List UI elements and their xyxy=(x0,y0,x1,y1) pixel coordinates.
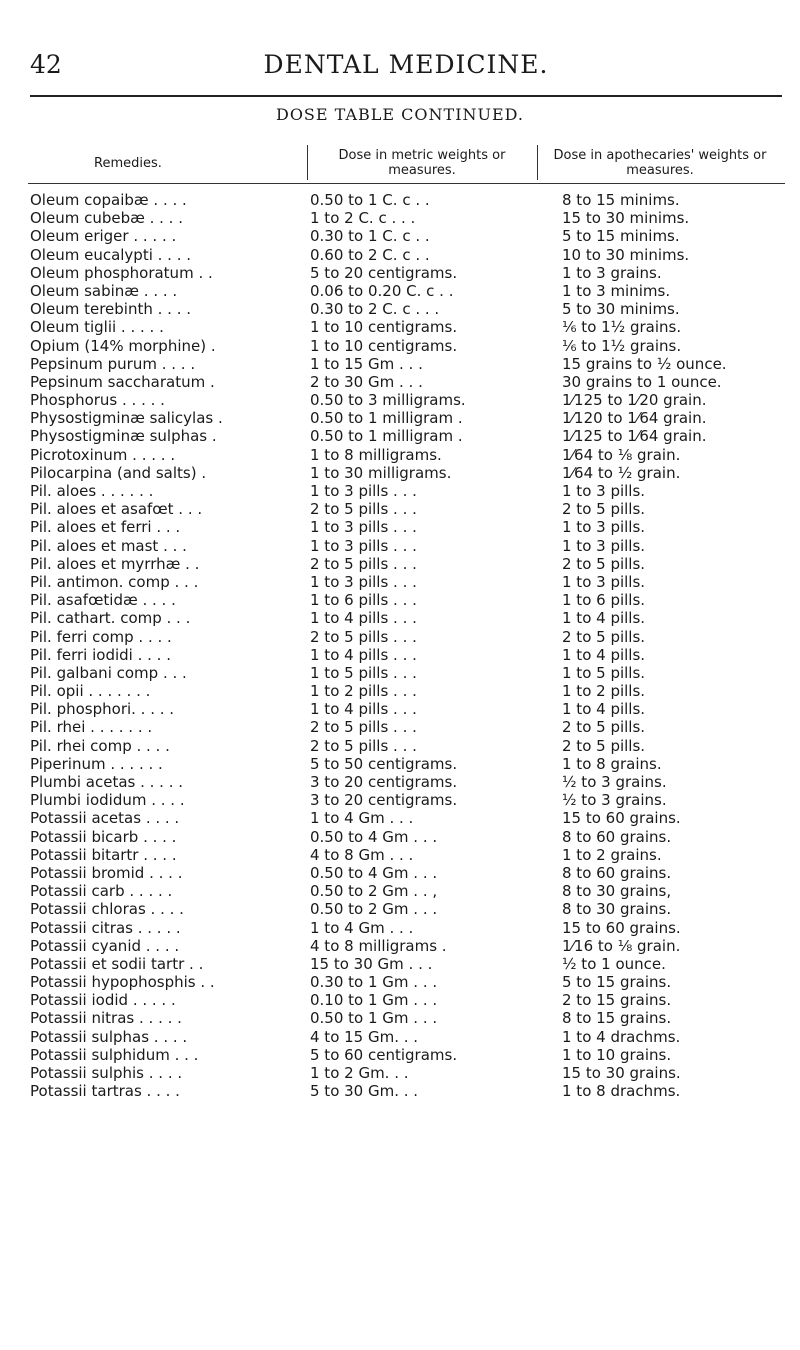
apothecary-dose-cell: 2 to 5 pills. xyxy=(562,718,646,737)
table-row xyxy=(28,246,788,264)
column-divider xyxy=(537,145,538,180)
metric-dose-cell: 5 to 60 centigrams. xyxy=(310,1045,458,1064)
apothecary-dose-cell: 1 to 3 pills. xyxy=(562,536,646,555)
apothecary-dose-cell: 1 to 10 grains. xyxy=(562,1045,672,1064)
apothecary-dose-cell: 8 to 30 grains, xyxy=(562,882,672,901)
remedy-cell: Pil. aloes et ferri . . . xyxy=(30,518,181,537)
apothecary-dose-cell: 1⁄120 to 1⁄64 grain. xyxy=(562,409,707,428)
apothecary-dose-cell: 8 to 60 grains. xyxy=(562,863,672,882)
remedy-cell: Oleum terebinth . . . . xyxy=(30,300,191,319)
table-row xyxy=(28,919,788,937)
metric-dose-cell: 2 to 5 pills . . . xyxy=(310,500,417,519)
metric-dose-cell: 1 to 2 Gm. . . xyxy=(310,1064,409,1082)
apothecary-dose-cell: 15 to 30 minims. xyxy=(562,209,690,228)
metric-dose-cell: 0.10 to 1 Gm . . . xyxy=(310,991,438,1010)
metric-dose-cell: 1 to 6 pills . . . xyxy=(310,591,417,610)
table-row xyxy=(28,300,788,318)
table-row xyxy=(28,464,788,482)
table-row xyxy=(28,209,788,227)
metric-dose-cell: 4 to 8 milligrams . xyxy=(310,936,447,955)
remedy-cell: Opium (14% morphine) . xyxy=(30,336,216,355)
metric-dose-cell: 1 to 4 Gm . . . xyxy=(310,809,414,828)
remedy-cell: Physostigminæ salicylas . xyxy=(30,409,223,428)
metric-dose-cell: 0.30 to 1 C. c . . xyxy=(310,227,430,246)
running-title: DENTAL MEDICINE. xyxy=(263,50,549,79)
table-row xyxy=(28,191,788,209)
table-row xyxy=(28,555,788,573)
apothecary-dose-cell: 1 to 4 drachms. xyxy=(562,1027,681,1046)
apothecary-dose-cell: 1 to 8 grains. xyxy=(562,754,662,773)
remedy-cell: Oleum eucalypti . . . . xyxy=(30,245,192,264)
table-row xyxy=(28,773,788,791)
table-row xyxy=(28,1028,788,1046)
remedy-cell: Piperinum . . . . . . xyxy=(30,754,163,773)
metric-dose-cell: 0.60 to 2 C. c . . xyxy=(310,245,430,264)
header-divider xyxy=(28,183,785,184)
apothecary-dose-cell: 1 to 3 grains. xyxy=(562,263,662,282)
remedy-cell: Pepsinum saccharatum . xyxy=(30,372,215,391)
apothecary-dose-cell: 1⁄64 to ½ grain. xyxy=(562,463,681,482)
apothecary-dose-cell: ⅙ to 1½ grains. xyxy=(562,318,682,337)
metric-dose-cell: 1 to 15 Gm . . . xyxy=(310,354,423,373)
page-number: 42 xyxy=(30,50,62,79)
remedy-cell: Physostigminæ sulphas . xyxy=(30,427,217,446)
table-row xyxy=(28,755,788,773)
remedy-cell: Oleum cubebæ . . . . xyxy=(30,209,183,228)
apothecary-dose-cell: 15 to 60 grains. xyxy=(562,809,681,828)
apothecary-dose-cell: 1 to 4 pills. xyxy=(562,645,646,664)
table-title: DOSE TABLE CONTINUED. xyxy=(275,105,525,124)
apothecary-dose-cell: 1 to 2 pills. xyxy=(562,682,646,701)
table-row xyxy=(28,446,788,464)
metric-dose-cell: 2 to 5 pills . . . xyxy=(310,718,417,737)
table-row xyxy=(28,573,788,591)
metric-dose-cell: 1 to 5 pills . . . xyxy=(310,663,417,682)
metric-dose-cell: 0.30 to 2 C. c . . . xyxy=(310,300,440,319)
remedy-cell: Oleum eriger . . . . . xyxy=(30,227,177,246)
table-row xyxy=(28,227,788,245)
table-row xyxy=(28,628,788,646)
apothecary-dose-cell: 8 to 60 grains. xyxy=(562,827,672,846)
metric-dose-cell: 0.50 to 4 Gm . . . xyxy=(310,863,438,882)
table-row xyxy=(28,846,788,864)
column-header-remedies: Remedies. xyxy=(94,156,162,171)
remedy-cell: Pil. cathart. comp . . . xyxy=(30,609,191,628)
metric-dose-cell: 0.50 to 1 C. c . . xyxy=(310,191,430,209)
table-row xyxy=(28,409,788,427)
table-row xyxy=(28,337,788,355)
remedy-cell: Pepsinum purum . . . . xyxy=(30,354,196,373)
apothecary-dose-cell: 15 to 60 grains. xyxy=(562,918,681,937)
apothecary-dose-cell: 10 to 30 minims. xyxy=(562,245,690,264)
metric-dose-cell: 1 to 3 pills . . . xyxy=(310,572,417,591)
remedy-cell: Potassii sulphidum . . . xyxy=(30,1045,199,1064)
table-row xyxy=(28,718,788,736)
metric-dose-cell: 1 to 3 pills . . . xyxy=(310,518,417,537)
apothecary-dose-cell: 5 to 15 minims. xyxy=(562,227,680,246)
remedy-cell: Oleum phosphoratum . . xyxy=(30,263,213,282)
apothecary-dose-cell: 1 to 2 grains. xyxy=(562,845,662,864)
table-row xyxy=(28,500,788,518)
apothecary-dose-cell: 1⁄125 to 1⁄20 grain. xyxy=(562,391,707,410)
table-row xyxy=(28,482,788,500)
remedy-cell: Pilocarpina (and salts) . xyxy=(30,463,207,482)
remedy-cell: Plumbi acetas . . . . . xyxy=(30,773,184,791)
apothecary-dose-cell: 1 to 3 pills. xyxy=(562,482,646,500)
remedy-cell: Pil. aloes et asafœt . . . xyxy=(30,500,203,519)
metric-dose-cell: 0.50 to 4 Gm . . . xyxy=(310,827,438,846)
table-row xyxy=(28,1009,788,1027)
metric-dose-cell: 1 to 4 pills . . . xyxy=(310,609,417,628)
metric-dose-cell: 1 to 2 pills . . . xyxy=(310,682,417,701)
metric-dose-cell: 2 to 5 pills . . . xyxy=(310,554,417,573)
apothecary-dose-cell: ½ to 3 grains. xyxy=(562,791,667,810)
apothecary-dose-cell: ½ to 1 ounce. xyxy=(562,954,666,973)
table-row xyxy=(28,664,788,682)
apothecary-dose-cell: 1 to 5 pills. xyxy=(562,663,646,682)
metric-dose-cell: 0.50 to 2 Gm . . . xyxy=(310,900,438,919)
metric-dose-cell: 0.50 to 1 milligram . xyxy=(310,427,463,446)
metric-dose-cell: 1 to 10 centigrams. xyxy=(310,336,458,355)
metric-dose-cell: 4 to 15 Gm. . . xyxy=(310,1027,419,1046)
remedy-cell: Pil. ferri iodidi . . . . xyxy=(30,645,171,664)
metric-dose-cell: 5 to 30 Gm. . . xyxy=(310,1082,419,1101)
remedy-cell: Potassii bicarb . . . . xyxy=(30,827,177,846)
metric-dose-cell: 0.50 to 2 Gm . . , xyxy=(310,882,438,901)
metric-dose-cell: 1 to 4 pills . . . xyxy=(310,645,417,664)
table-row xyxy=(28,791,788,809)
metric-dose-cell: 1 to 4 pills . . . xyxy=(310,700,417,719)
metric-dose-cell: 1 to 3 pills . . . xyxy=(310,536,417,555)
metric-dose-cell: 0.06 to 0.20 C. c . . xyxy=(310,281,454,300)
metric-dose-cell: 0.50 to 1 Gm . . . xyxy=(310,1009,438,1028)
remedy-cell: Pil. aloes et myrrhæ . . xyxy=(30,554,200,573)
remedy-cell: Potassii bromid . . . . xyxy=(30,863,183,882)
table-row xyxy=(28,355,788,373)
table-row xyxy=(28,391,788,409)
remedy-cell: Oleum copaibæ . . . . xyxy=(30,191,187,209)
metric-dose-cell: 2 to 5 pills . . . xyxy=(310,736,417,755)
remedy-cell: Phosphorus . . . . . xyxy=(30,391,165,410)
remedy-cell: Potassii tartras . . . . xyxy=(30,1082,180,1101)
metric-dose-cell: 1 to 8 milligrams. xyxy=(310,445,442,464)
table-row xyxy=(28,809,788,827)
apothecary-dose-cell: 1 to 4 pills. xyxy=(562,609,646,628)
apothecary-dose-cell: 8 to 30 grains. xyxy=(562,900,672,919)
metric-dose-cell: 1 to 10 centigrams. xyxy=(310,318,458,337)
apothecary-dose-cell: 8 to 15 grains. xyxy=(562,1009,672,1028)
remedy-cell: Picrotoxinum . . . . . xyxy=(30,445,176,464)
remedy-cell: Plumbi iodidum . . . . xyxy=(30,791,185,810)
remedy-cell: Potassii citras . . . . . xyxy=(30,918,181,937)
remedy-cell: Potassii chloras . . . . xyxy=(30,900,184,919)
metric-dose-cell: 2 to 30 Gm . . . xyxy=(310,372,423,391)
table-row xyxy=(28,427,788,445)
column-header-apothecaries: Dose in apothecaries' weights or measures. xyxy=(553,148,767,178)
remedy-cell: Potassii hypophosphis . . xyxy=(30,973,215,992)
metric-dose-cell: 4 to 8 Gm . . . xyxy=(310,845,414,864)
remedy-cell: Pil. galbani comp . . . xyxy=(30,663,187,682)
page-header xyxy=(30,50,782,90)
metric-dose-cell: 0.50 to 3 milligrams. xyxy=(310,391,466,410)
metric-dose-cell: 5 to 50 centigrams. xyxy=(310,754,458,773)
table-row xyxy=(28,991,788,1009)
table-row xyxy=(28,937,788,955)
table-row xyxy=(28,1064,788,1082)
apothecary-dose-cell: 1 to 3 pills. xyxy=(562,518,646,537)
table-row xyxy=(28,537,788,555)
apothecary-dose-cell: 2 to 15 grains. xyxy=(562,991,672,1010)
apothecary-dose-cell: 1 to 6 pills. xyxy=(562,591,646,610)
remedy-cell: Potassii et sodii tartr . . xyxy=(30,954,204,973)
metric-dose-cell: 15 to 30 Gm . . . xyxy=(310,954,433,973)
table-row xyxy=(28,318,788,336)
apothecary-dose-cell: 30 grains to 1 ounce. xyxy=(562,372,722,391)
column-divider xyxy=(307,145,308,180)
apothecary-dose-cell: 1 to 3 minims. xyxy=(562,281,671,300)
apothecary-dose-cell: 1⁄16 to ⅛ grain. xyxy=(562,936,681,955)
table-row xyxy=(28,373,788,391)
remedy-cell: Potassii sulphis . . . . xyxy=(30,1064,183,1082)
table-row xyxy=(28,609,788,627)
metric-dose-cell: 0.30 to 1 Gm . . . xyxy=(310,973,438,992)
table-row xyxy=(28,864,788,882)
remedy-cell: Pil. aloes . . . . . . xyxy=(30,482,154,500)
remedy-cell: Pil. aloes et mast . . . xyxy=(30,536,187,555)
apothecary-dose-cell: 1⁄64 to ⅛ grain. xyxy=(562,445,681,464)
apothecary-dose-cell: 1⁄125 to 1⁄64 grain. xyxy=(562,427,707,446)
remedy-cell: Potassii nitras . . . . . xyxy=(30,1009,182,1028)
apothecary-dose-cell: 15 grains to ½ ounce. xyxy=(562,354,727,373)
remedy-cell: Potassii bitartr . . . . xyxy=(30,845,177,864)
table-row xyxy=(28,955,788,973)
table-row xyxy=(28,646,788,664)
table-row xyxy=(28,1082,788,1100)
apothecary-dose-cell: 15 to 30 grains. xyxy=(562,1064,681,1082)
apothecary-dose-cell: ⅙ to 1½ grains. xyxy=(562,336,682,355)
table-row xyxy=(28,900,788,918)
apothecary-dose-cell: 2 to 5 pills. xyxy=(562,554,646,573)
remedy-cell: Pil. rhei comp . . . . xyxy=(30,736,170,755)
table-row xyxy=(28,1046,788,1064)
table-row xyxy=(28,264,788,282)
apothecary-dose-cell: 1 to 4 pills. xyxy=(562,700,646,719)
remedy-cell: Potassii iodid . . . . . xyxy=(30,991,176,1010)
remedy-cell: Pil. phosphori. . . . . xyxy=(30,700,175,719)
remedy-cell: Oleum tiglii . . . . . xyxy=(30,318,164,337)
table-row xyxy=(28,682,788,700)
table-row xyxy=(28,518,788,536)
remedy-cell: Potassii sulphas . . . . xyxy=(30,1027,188,1046)
remedy-cell: Potassii carb . . . . . xyxy=(30,882,173,901)
table-row xyxy=(28,591,788,609)
metric-dose-cell: 1 to 3 pills . . . xyxy=(310,482,417,500)
remedy-cell: Pil. rhei . . . . . . . xyxy=(30,718,153,737)
apothecary-dose-cell: 2 to 5 pills. xyxy=(562,500,646,519)
apothecary-dose-cell: 2 to 5 pills. xyxy=(562,627,646,646)
metric-dose-cell: 1 to 4 Gm . . . xyxy=(310,918,414,937)
remedy-cell: Pil. antimon. comp . . . xyxy=(30,572,199,591)
apothecary-dose-cell: 1 to 8 drachms. xyxy=(562,1082,681,1101)
remedy-cell: Pil. asafœtidæ . . . . xyxy=(30,591,176,610)
metric-dose-cell: 1 to 2 C. c . . . xyxy=(310,209,416,228)
apothecary-dose-cell: 5 to 30 minims. xyxy=(562,300,680,319)
table-row xyxy=(28,737,788,755)
table-row xyxy=(28,828,788,846)
metric-dose-cell: 3 to 20 centigrams. xyxy=(310,791,458,810)
column-header-metric: Dose in metric weights or measures. xyxy=(338,148,506,178)
table-row xyxy=(28,282,788,300)
metric-dose-cell: 5 to 20 centigrams. xyxy=(310,263,458,282)
remedy-cell: Potassii cyanid . . . . xyxy=(30,936,180,955)
metric-dose-cell: 1 to 30 milligrams. xyxy=(310,463,452,482)
header-rule xyxy=(30,95,782,97)
table-row xyxy=(28,973,788,991)
dose-table-body xyxy=(28,191,788,1100)
metric-dose-cell: 3 to 20 centigrams. xyxy=(310,773,458,791)
apothecary-dose-cell: 2 to 5 pills. xyxy=(562,736,646,755)
apothecary-dose-cell: 5 to 15 grains. xyxy=(562,973,672,992)
table-row xyxy=(28,700,788,718)
apothecary-dose-cell: 1 to 3 pills. xyxy=(562,572,646,591)
remedy-cell: Oleum sabinæ . . . . xyxy=(30,281,178,300)
metric-dose-cell: 0.50 to 1 milligram . xyxy=(310,409,463,428)
table-row xyxy=(28,882,788,900)
remedy-cell: Pil. opii . . . . . . . xyxy=(30,682,151,701)
metric-dose-cell: 2 to 5 pills . . . xyxy=(310,627,417,646)
apothecary-dose-cell: ½ to 3 grains. xyxy=(562,773,667,791)
remedy-cell: Potassii acetas . . . . xyxy=(30,809,180,828)
remedy-cell: Pil. ferri comp . . . . xyxy=(30,627,172,646)
apothecary-dose-cell: 8 to 15 minims. xyxy=(562,191,680,209)
